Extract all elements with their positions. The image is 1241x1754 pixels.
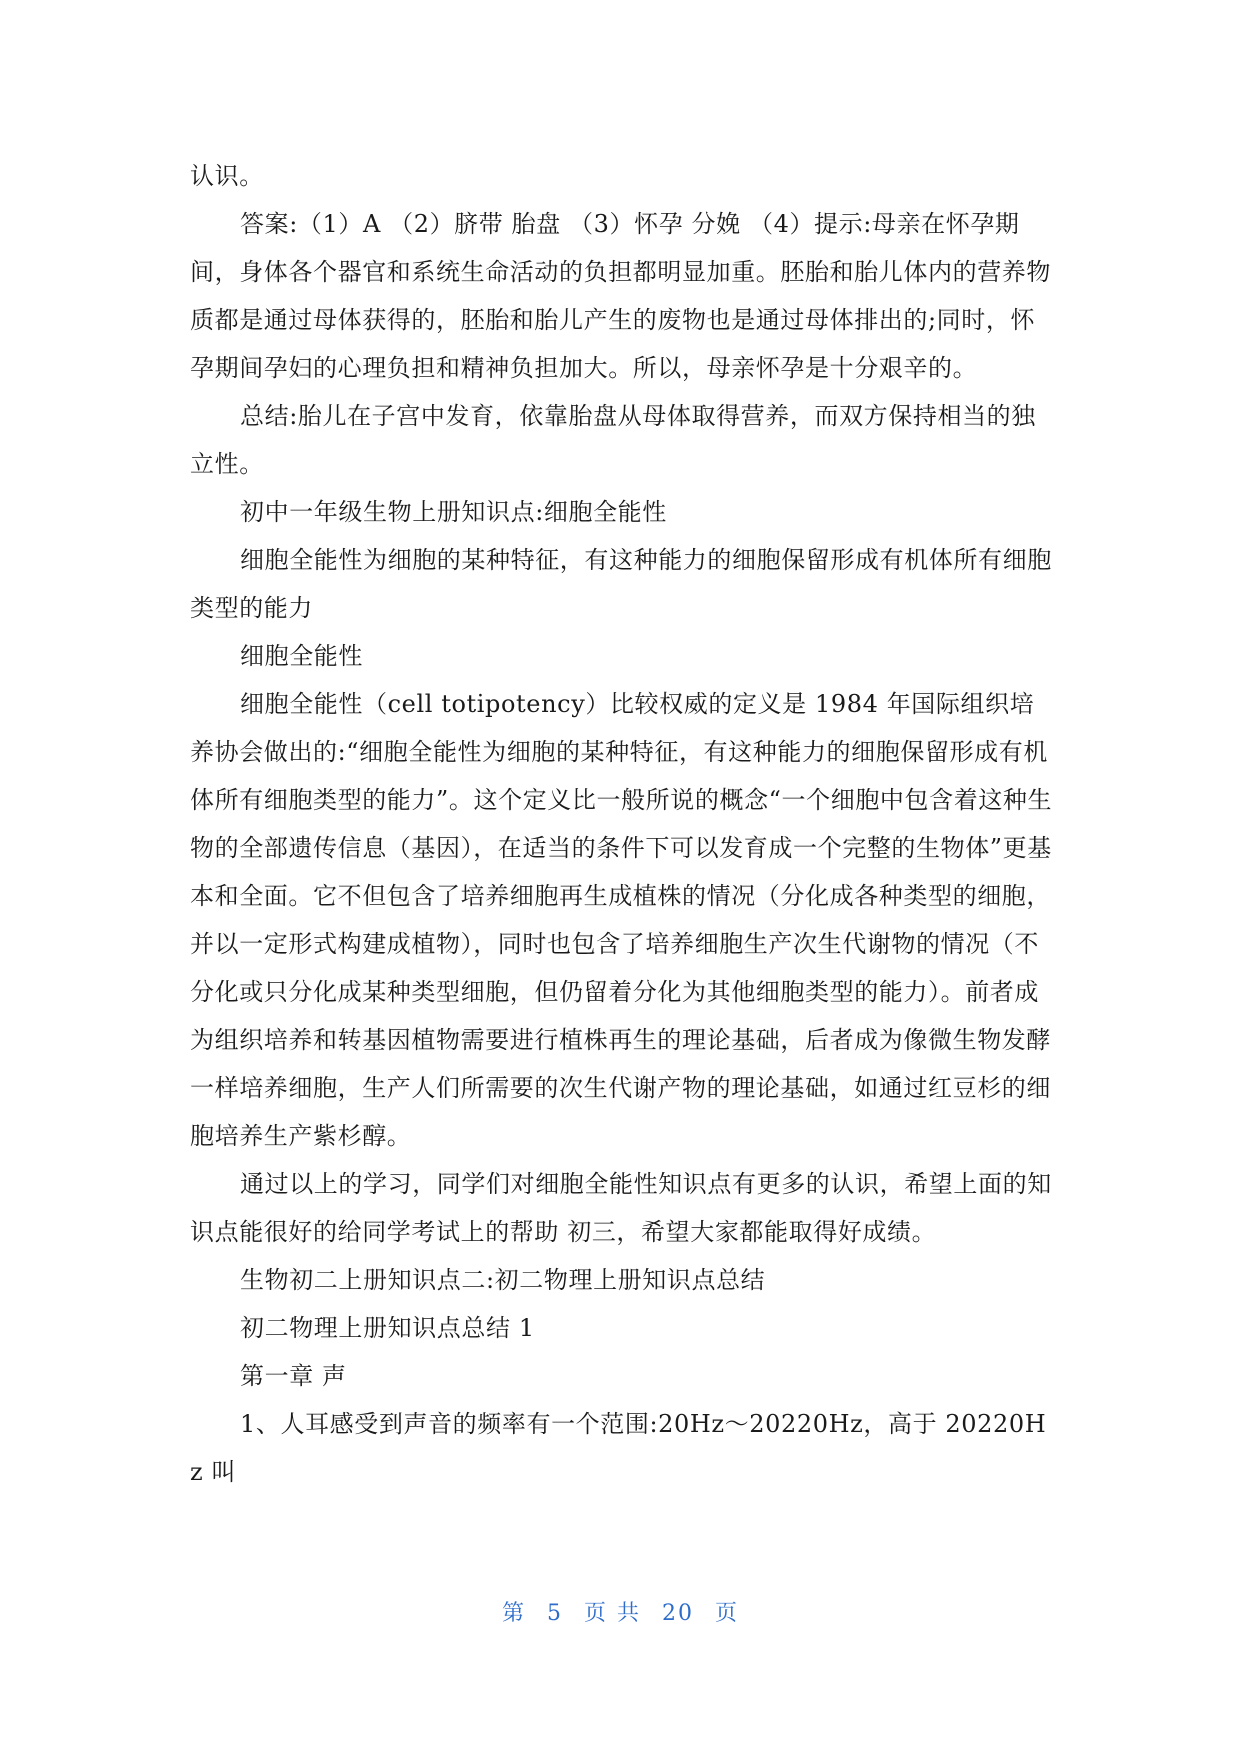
paragraph: 第一章 声 — [240, 1362, 347, 1390]
paragraph: 初二物理上册知识点总结 1 — [240, 1314, 535, 1342]
paragraph: 认识。 — [190, 162, 264, 190]
paragraph: 答案:（1）A （2）脐带 胎盘 （3）怀孕 分娩 （4）提示:母亲在怀孕期间，身体各个器官和系统生命活动的负担都明显加重。胚胎和胎儿体内的营养物质都是通过母体获得的，胚胎和胎儿产生的废物也是通过母体排出的;同时，怀孕期间孕妇的心理负担和精神负担加大。所以，母亲怀孕是十分艰辛的。 — [190, 210, 1051, 382]
footer-suffix: 页 — [715, 1601, 740, 1626]
footer-prefix: 第 — [501, 1601, 526, 1626]
current-page-number: 5 — [547, 1601, 563, 1626]
paragraph: 生物初二上册知识点二:初二物理上册知识点总结 — [240, 1266, 766, 1294]
paragraph: 细胞全能性 — [240, 642, 363, 670]
paragraph: 初中一年级生物上册知识点:细胞全能性 — [240, 498, 667, 526]
footer-mid: 页 共 — [584, 1601, 641, 1626]
page-footer — [0, 1596, 1241, 1627]
paragraph: 通过以上的学习，同学们对细胞全能性知识点有更多的认识，希望上面的知识点能很好的给同学考试上的帮助 初三，希望大家都能取得好成绩。 — [190, 1170, 1052, 1246]
paragraph: 细胞全能性为细胞的某种特征，有这种能力的细胞保留形成有机体所有细胞类型的能力 — [190, 546, 1052, 622]
paragraph: 1、人耳感受到声音的频率有一个范围:20Hz～20220Hz，高于 20220Hz 叫 — [190, 1410, 1047, 1486]
total-page-count: 20 — [662, 1601, 694, 1626]
paragraph: 细胞全能性（cell totipotency）比较权威的定义是 1984 年国际组织培养协会做出的:“细胞全能性为细胞的某种特征，有这种能力的细胞保留形成有机体所有细胞类型的能力”。这个定义比一般所说的概念“一个细胞中包含着这种生物的全部遗传信息（基因），在适当的条件下可以发育成一个完整的生物体”更基本和全面。它不但包含了培养细胞再生成植株的情况（分化成各种类型的细胞，并以一定形式构建成植物），同时也包含了培养细胞生产次生代谢物的情况（不分化或只分化成某种类型细胞，但仍留着分化为其他细胞类型的能力）。前者成为组织培养和转基因植物需要进行植株再生的理论基础，后者成为像微生物发酵一样培养细胞，生产人们所需要的次生代谢产物的理论基础，如通过红豆杉的细胞培养生产紫杉醇。 — [190, 690, 1053, 1150]
document-body — [190, 152, 1058, 1496]
paragraph: 总结:胎儿在子宫中发育，依靠胎盘从母体取得营养，而双方保持相当的独立性。 — [190, 402, 1036, 478]
